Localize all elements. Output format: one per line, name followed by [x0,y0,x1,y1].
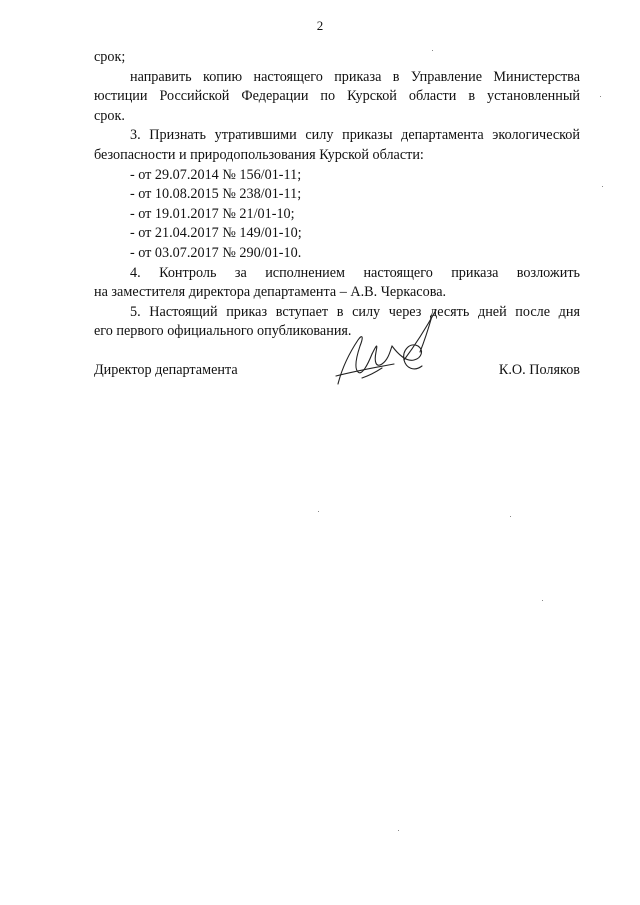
body-line: 4. Контроль за исполнением настоящего приказа возложить [130,264,580,281]
document-body [94,48,580,342]
body-line: 3. Признать утратившими силу приказы департамента экологической [130,127,580,144]
body-line: безопасности и природопользования Курской области: [94,146,424,163]
body-line: его первого официального опубликования. [94,323,352,340]
body-line: на заместителя директора департамента – А.В. Черкасова. [94,284,447,301]
signatory-title: Директор департамента [94,362,238,378]
body-line: - от 21.04.2017 № 149/01-10; [130,225,302,242]
body-line: юстиции Российской Федерации по Курской области в установленный [94,88,580,105]
body-line: направить копию настоящего приказа в Управление Министерства [130,68,580,85]
body-line: - от 19.01.2017 № 21/01-10; [130,205,295,222]
page-number: 2 [316,18,324,33]
body-line: - от 10.08.2015 № 238/01-11; [130,186,302,203]
body-line: - от 03.07.2017 № 290/01-10. [130,244,302,261]
body-line: срок; [94,49,126,65]
body-line: срок. [94,107,125,124]
signature-row [94,362,580,386]
body-line: 5. Настоящий приказ вступает в силу через десять дней после дня [130,303,580,320]
body-line: - от 29.07.2014 № 156/01-11; [130,166,302,183]
signatory-name: К.О. Поляков [498,362,580,378]
